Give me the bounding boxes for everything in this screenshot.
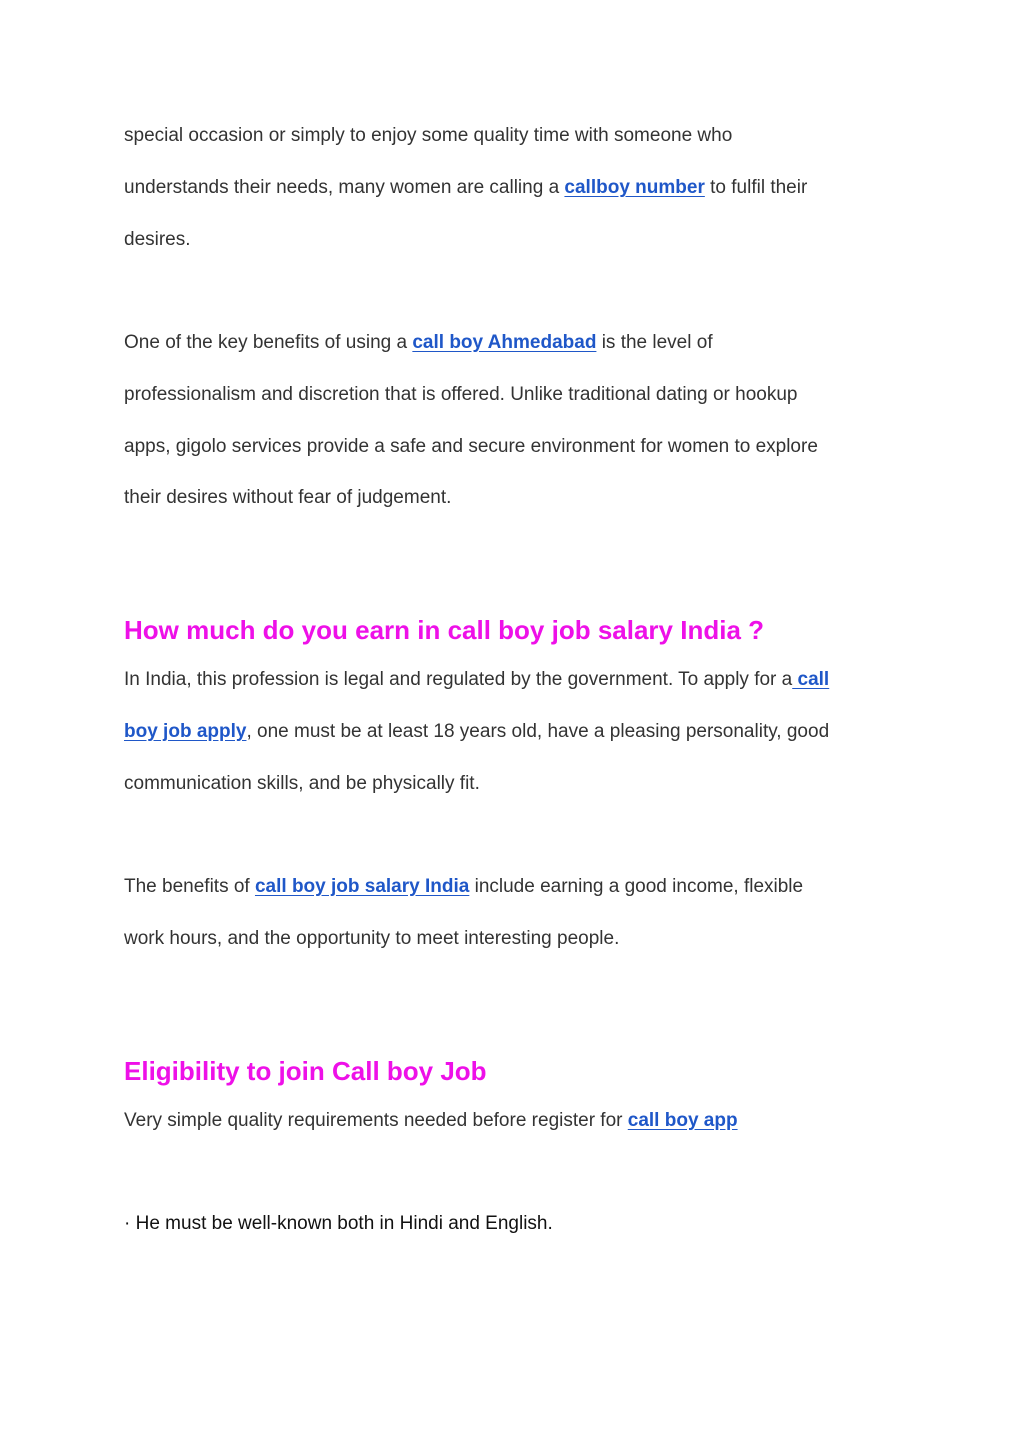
paragraph-line xyxy=(124,228,191,252)
paragraph-line xyxy=(124,124,732,148)
paragraph-text: In India, this profession is legal and regulated by the government. To apply for a xyxy=(124,669,793,690)
paragraph-text: , one must be at least 18 years old, have a pleasing personality, good xyxy=(246,721,830,742)
paragraph-line xyxy=(124,668,829,692)
paragraph-text: Very simple quality requirements needed before register for xyxy=(124,1110,628,1131)
paragraph-line xyxy=(124,1109,738,1133)
paragraph-line xyxy=(124,383,797,407)
paragraph-line xyxy=(124,927,619,951)
paragraph-text: their desires without fear of judgement. xyxy=(124,487,452,508)
call-boy-job-salary-india-link[interactable]: call boy job salary India xyxy=(254,876,470,897)
paragraph-text: work hours, and the opportunity to meet interesting people. xyxy=(124,928,620,949)
paragraph-line xyxy=(124,772,480,796)
paragraph-text: One of the key benefits of using a xyxy=(124,332,413,353)
paragraph-text: is the level of xyxy=(596,332,713,353)
section-heading-eligibility: Eligibility to join Call boy Job xyxy=(124,1056,487,1086)
paragraph-text: communication skills, and be physically fit. xyxy=(124,773,480,794)
section-heading-salary: How much do you earn in call boy job salary India ? xyxy=(124,615,765,645)
paragraph-line xyxy=(124,176,807,200)
paragraph-text: special occasion or simply to enjoy some quality time with someone who xyxy=(124,125,733,146)
bullet-text: · He must be well-known both in Hindi and English. xyxy=(124,1213,553,1234)
call-boy-app-link[interactable]: call boy app xyxy=(627,1110,738,1131)
paragraph-text: desires. xyxy=(124,229,191,250)
list-item xyxy=(124,1212,553,1236)
paragraph-line xyxy=(124,486,451,510)
callboy-number-link[interactable]: callboy number xyxy=(564,177,705,198)
paragraph-line xyxy=(124,875,803,899)
paragraph-text: professionalism and discretion that is offered. Unlike traditional dating or hookup xyxy=(124,384,798,405)
paragraph-text: include earning a good income, flexible xyxy=(469,876,804,897)
paragraph-line xyxy=(124,331,713,355)
paragraph-text: to fulfil their xyxy=(704,177,808,198)
paragraph-line xyxy=(124,435,818,459)
paragraph-text: apps, gigolo services provide a safe and secure environment for women to explore xyxy=(124,436,818,457)
paragraph-text: understands their needs, many women are calling a xyxy=(124,177,565,198)
call-boy-ahmedabad-link[interactable]: call boy Ahmedabad xyxy=(412,332,597,353)
paragraph-text: The benefits of xyxy=(124,876,255,897)
paragraph-line xyxy=(124,720,829,744)
call-boy-job-apply-link-cont[interactable]: boy job apply xyxy=(124,721,247,742)
call-boy-job-apply-link[interactable]: call xyxy=(792,669,830,690)
